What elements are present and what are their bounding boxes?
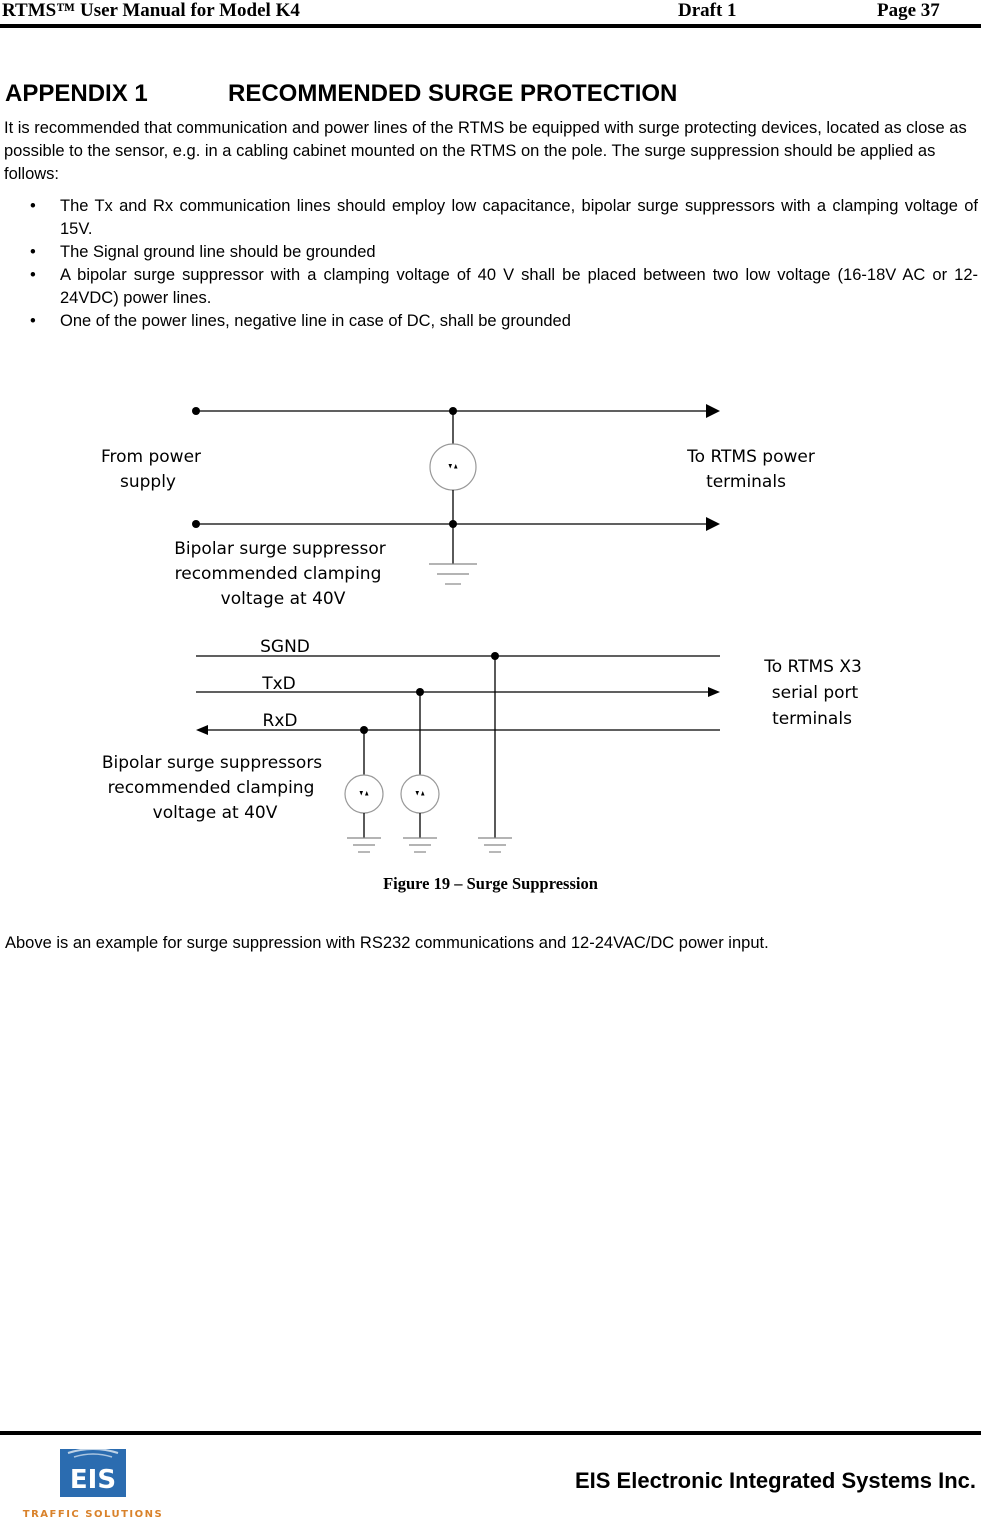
list-item-text: A bipolar surge suppressor with a clamping voltage of 40 V shall be placed between two low voltage (16-18V AC or 12-24VDC) power lines.	[60, 266, 978, 307]
bullet-icon: •	[30, 266, 36, 284]
suppressor-label-3: voltage at 40V	[220, 589, 346, 609]
eis-logo-graphic	[16, 1447, 176, 1521]
arrow-right-icon	[708, 687, 720, 697]
draft-label: Draft 1	[678, 0, 737, 21]
sgnd-label: SGND	[260, 637, 310, 657]
list-item	[30, 264, 978, 310]
surge-suppressor-icon	[401, 775, 439, 813]
surge-suppression-figure	[0, 380, 981, 860]
surge-suppressor-icon	[345, 775, 383, 813]
power-circuit	[101, 404, 815, 609]
suppressor-label-2: recommended clamping	[174, 564, 382, 584]
serial-circuit	[102, 637, 862, 852]
example-note: Above is an example for surge suppression with RS232 communications and 12-24VAC/DC power input.	[5, 934, 769, 952]
arrow-right-icon	[706, 404, 720, 418]
appendix-title: RECOMMENDED SURGE PROTECTION	[228, 80, 678, 107]
list-item-text: The Tx and Rx communication lines should employ low capacitance, bipolar surge suppressors with a clamping voltage of 15V.	[60, 197, 978, 238]
ground-icon	[429, 564, 477, 584]
suppressors-label-2: recommended clamping	[107, 778, 315, 798]
to-power-label: To RTMS power	[687, 447, 815, 467]
logo-tagline: TRAFFIC SOLUTIONS	[22, 1509, 164, 1520]
appendix-heading	[5, 79, 677, 109]
to-power-label-2: terminals	[706, 472, 786, 492]
logo-text: EIS	[69, 1465, 117, 1495]
to-serial-label-3: terminals	[772, 709, 852, 729]
requirements-list	[30, 195, 978, 333]
suppressor-label: Bipolar surge suppressor	[174, 539, 386, 559]
list-item	[30, 241, 978, 264]
header-divider	[0, 24, 981, 28]
company-name: EIS Electronic Integrated Systems Inc.	[574, 1468, 976, 1493]
surge-suppressor-icon	[430, 444, 476, 490]
from-power-label-2: supply	[120, 472, 176, 492]
to-serial-label: To RTMS X3	[764, 657, 862, 677]
to-serial-label-2: serial port	[771, 683, 859, 703]
page-number: Page 37	[877, 0, 940, 21]
arrow-left-icon	[196, 725, 208, 735]
suppressors-label: Bipolar surge suppressors	[101, 753, 323, 773]
surge-suppression-diagram	[0, 380, 981, 860]
intro-paragraph: It is recommended that communication and power lines of the RTMS be equipped with surge protecting devices, located as close as possible to the sensor, e.g. in a cabling cabinet mounted on the RTMS on the pole. The surge suppression should be applied as follows:	[4, 119, 967, 183]
terminal-dot	[192, 407, 200, 415]
bullet-icon: •	[30, 197, 36, 215]
terminal-dot	[192, 520, 200, 528]
appendix-number: APPENDIX 1	[5, 80, 148, 107]
list-item	[30, 310, 978, 333]
txd-label: TxD	[262, 674, 296, 694]
page-header	[0, 0, 981, 26]
suppressors-label-3: voltage at 40V	[152, 803, 278, 823]
list-item	[30, 195, 978, 241]
bullet-icon: •	[30, 243, 36, 261]
list-item-text: One of the power lines, negative line in case of DC, shall be grounded	[60, 312, 571, 330]
bullet-icon: •	[30, 312, 36, 330]
from-power-label: From power	[100, 447, 202, 467]
figure-caption: Figure 19 – Surge Suppression	[383, 874, 598, 893]
ground-icon	[403, 838, 437, 852]
ground-icon	[478, 838, 512, 852]
manual-title: RTMS™ User Manual for Model K4	[2, 0, 300, 21]
rxd-label: RxD	[262, 711, 298, 731]
eis-logo	[16, 1447, 176, 1521]
arrow-right-icon	[706, 517, 720, 531]
list-item-text: The Signal ground line should be grounded	[60, 243, 376, 261]
footer-divider	[0, 1431, 981, 1435]
ground-icon	[347, 838, 381, 852]
